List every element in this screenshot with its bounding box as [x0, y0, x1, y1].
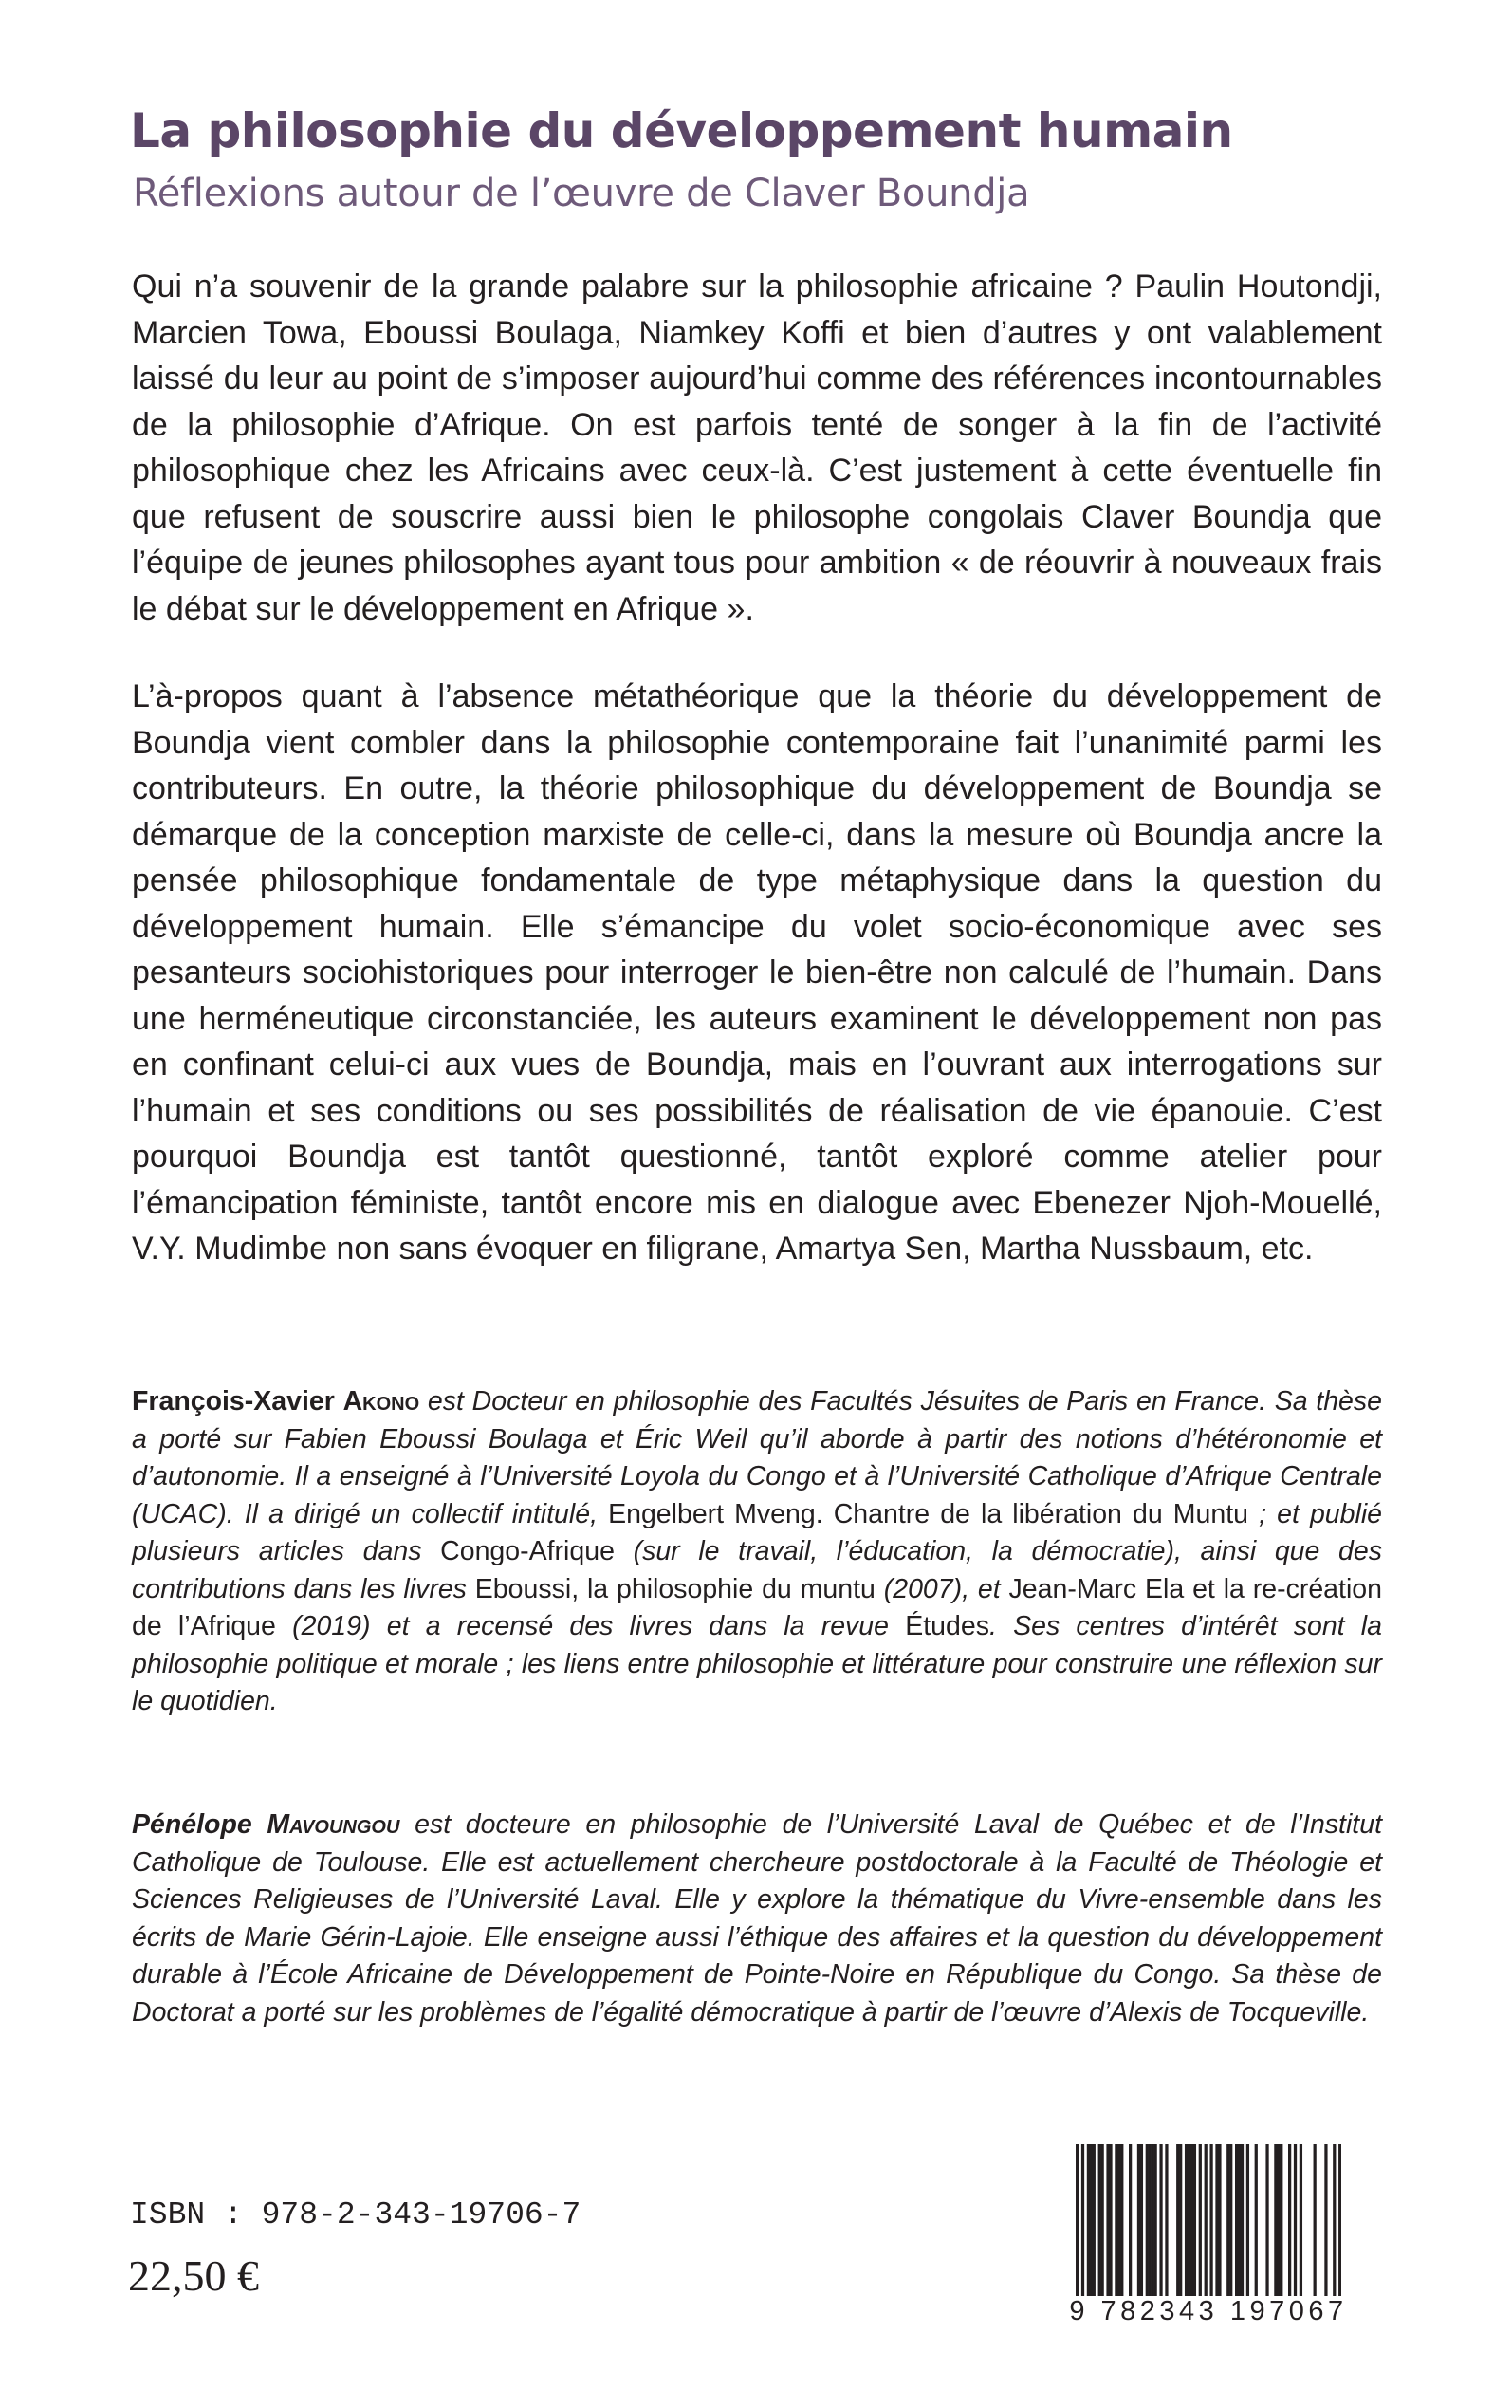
author-last-name: Akono	[342, 1386, 420, 1417]
author-bio-akono	[132, 1383, 1382, 1721]
barcode-bar	[1314, 2144, 1317, 2296]
barcode-bar	[1076, 2144, 1079, 2296]
barcode-bar	[1288, 2144, 1291, 2296]
barcode-bar	[1241, 2144, 1244, 2296]
barcode-bar	[1238, 2144, 1241, 2296]
barcode-bar	[1218, 2144, 1221, 2296]
bio-text: est Docteur en philosophie des Facultés Jésuites de Paris en France. Sa thèse a porté sur Fabien Eboussi Boulaga et Éric Weil qu’il aborde à partir des notions d’hétéronomie et d’autonomie. Il a enseigné à l’Université Loyola du Congo et à l’Université Catholique d’Afrique Centrale (UCAC). Il a dirigé un collectif intitulé,	[132, 1386, 1383, 1529]
barcode-bar	[1324, 2144, 1327, 2296]
barcode-bar	[1185, 2144, 1188, 2296]
barcode-bar	[1090, 2144, 1093, 2296]
book-reference: Eboussi, la philosophie du muntu	[474, 1573, 876, 1604]
barcode-bar	[1226, 2144, 1229, 2296]
barcode-bar	[1215, 2144, 1218, 2296]
barcode-bar	[1274, 2144, 1277, 2296]
barcode-bar	[1235, 2144, 1238, 2296]
barcode-bar	[1265, 2144, 1268, 2296]
barcode-bars	[1076, 2144, 1341, 2296]
barcode-bar	[1188, 2144, 1190, 2296]
barcode-bar	[1300, 2144, 1302, 2296]
book-title: La philosophie du développement humain	[130, 103, 1233, 158]
barcode-bar	[1199, 2144, 1202, 2296]
barcode-bar	[1129, 2144, 1132, 2296]
barcode-bar	[1280, 2144, 1282, 2296]
journal-reference: Congo-Afrique	[440, 1536, 615, 1566]
barcode-digits: 9 782343 197067	[1069, 2296, 1348, 2326]
bio-text: ; et publié plusieurs articles dans	[132, 1498, 1383, 1566]
barcode-bar	[1101, 2144, 1104, 2296]
barcode-bar	[1117, 2144, 1120, 2296]
barcode-bar	[1294, 2144, 1297, 2296]
barcode-bar	[1179, 2144, 1182, 2296]
author-first-name: Pénélope	[132, 1809, 252, 1840]
barcode-bar	[1229, 2144, 1232, 2296]
barcode-bar	[1277, 2144, 1280, 2296]
book-reference: Engelbert Mveng. Chantre de la libération du Muntu	[608, 1498, 1248, 1529]
isbn: ISBN : 978-2-343-19706-7	[130, 2197, 581, 2232]
barcode-bar	[1154, 2144, 1157, 2296]
barcode-bar	[1098, 2144, 1101, 2296]
barcode-bar	[1152, 2144, 1154, 2296]
barcode-bar	[1165, 2144, 1168, 2296]
author-last-name: Mavoungou	[267, 1809, 400, 1840]
bio-text: est docteure en philosophie de l’Université Laval de Québec et de l’Institut Catholique de Toulouse. Elle est actuellement chercheure postdoctorale à la Faculté de Théologie et Sciences Religieuses de l’Université Laval. Elle y explore la thématique du Vivre-ensemble dans les écrits de Marie Gérin-Lajoie. Elle enseigne aussi l’éthique des affaires et la question du développement durable à l’École Africaine de Développement de Pointe-Noire en République du Congo. Sa thèse de Doctorat a porté sur les problèmes de l’égalité démocratique à partir de l’œuvre d’Alexis de Tocqueville.	[132, 1809, 1382, 2028]
bio-text: (sur le travail, l’éducation, la démocratie), ainsi que des contributions dans les livres	[132, 1536, 1383, 1604]
bio-text: (2007), et	[875, 1573, 1009, 1604]
bio-text: (2019) et a recensé des livres dans la revue	[275, 1611, 906, 1641]
barcode-bar	[1115, 2144, 1117, 2296]
barcode-bar	[1081, 2144, 1084, 2296]
book-subtitle: Réflexions autour de l’œuvre de Claver Boundja	[133, 172, 1030, 215]
barcode-bar	[1338, 2144, 1341, 2296]
bio-text: . Ses centres d’intérêt sont la philosophie politique et morale ; les liens entre philosophie et littérature pour construire une réflexion sur le quotidien.	[132, 1611, 1382, 1716]
barcode-bar	[1087, 2144, 1090, 2296]
book-reference: Jean-Marc Ela et la re-création de l’Afrique	[132, 1573, 1382, 1641]
author-first-name: François-Xavier	[132, 1386, 335, 1417]
barcode-bar	[1159, 2144, 1162, 2296]
barcode	[1055, 2135, 1362, 2334]
barcode-bar	[1109, 2144, 1112, 2296]
barcode-bar	[1333, 2144, 1336, 2296]
barcode-bar	[1193, 2144, 1196, 2296]
barcode-bar	[1190, 2144, 1193, 2296]
barcode-bar	[1137, 2144, 1140, 2296]
barcode-bar	[1149, 2144, 1152, 2296]
summary-paragraph-1: Qui n’a souvenir de la grande palabre sur la philosophie africaine ? Paulin Houtondji, Marcien Towa, Eboussi Boulaga, Niamkey Koffi et bien d’autres y ont valablement laissé du leur au point de s’imposer aujourd’hui comme des références incontournables de la philosophie d’Afrique. On est parfois tenté de songer à la fin de l’activité philosophique chez les Africains avec ceux-là. C’est justement à cette éventuelle fin que refusent de souscrire aussi bien le philosophe congolais Claver Boundja que l’équipe de jeunes philosophes ayant tous pour ambition « de réouvrir à nouveaux frais le débat sur le développement en Afrique ».	[132, 269, 1382, 627]
barcode-bar	[1140, 2144, 1143, 2296]
price: 22,50 €	[128, 2251, 259, 2300]
barcode-bar	[1205, 2144, 1208, 2296]
barcode-bar	[1176, 2144, 1179, 2296]
barcode-bar	[1209, 2144, 1212, 2296]
barcode-bar	[1246, 2144, 1249, 2296]
summary-paragraph-2: L’à-propos quant à l’absence métathéorique que la théorie du développement de Boundja vient combler dans la philosophie contemporaine fait l’unanimité parmi les contributeurs. En outre, la théorie philosophique du développement de Boundja se démarque de la conception marxiste de celle-ci, dans la mesure où Boundja ancre la pensée philosophique fondamentale de type métaphysique dans la question du développement humain. Elle s’émancipe du volet socio-économique avec ses pesanteurs sociohistoriques pour interroger le bien-être non calculé de l’humain. Dans une herméneutique circonstanciée, les auteurs examinent le développement non pas en confinant celui-ci aux vues de Boundja, mais en l’ouvrant aux interrogations sur l’humain et ses conditions ou ses possibilités de réalisation de vie épanouie. C’est pourquoi Boundja est tantôt questionné, tantôt exploré comme atelier pour l’émancipation féministe, tantôt encore mis en dialogue avec Ebenezer Njoh-Mouellé, V.Y. Mudimbe non sans évoquer en filigrane, Amartya Sen, Martha Nussbaum, etc.	[132, 678, 1382, 1267]
author-bio-mavoungou	[132, 1806, 1382, 2031]
barcode-bar	[1093, 2144, 1096, 2296]
barcode-bar	[1120, 2144, 1123, 2296]
journal-reference: Études	[905, 1611, 989, 1641]
barcode-bar	[1255, 2144, 1258, 2296]
barcode-bar	[1146, 2144, 1149, 2296]
barcode-bar	[1106, 2144, 1109, 2296]
